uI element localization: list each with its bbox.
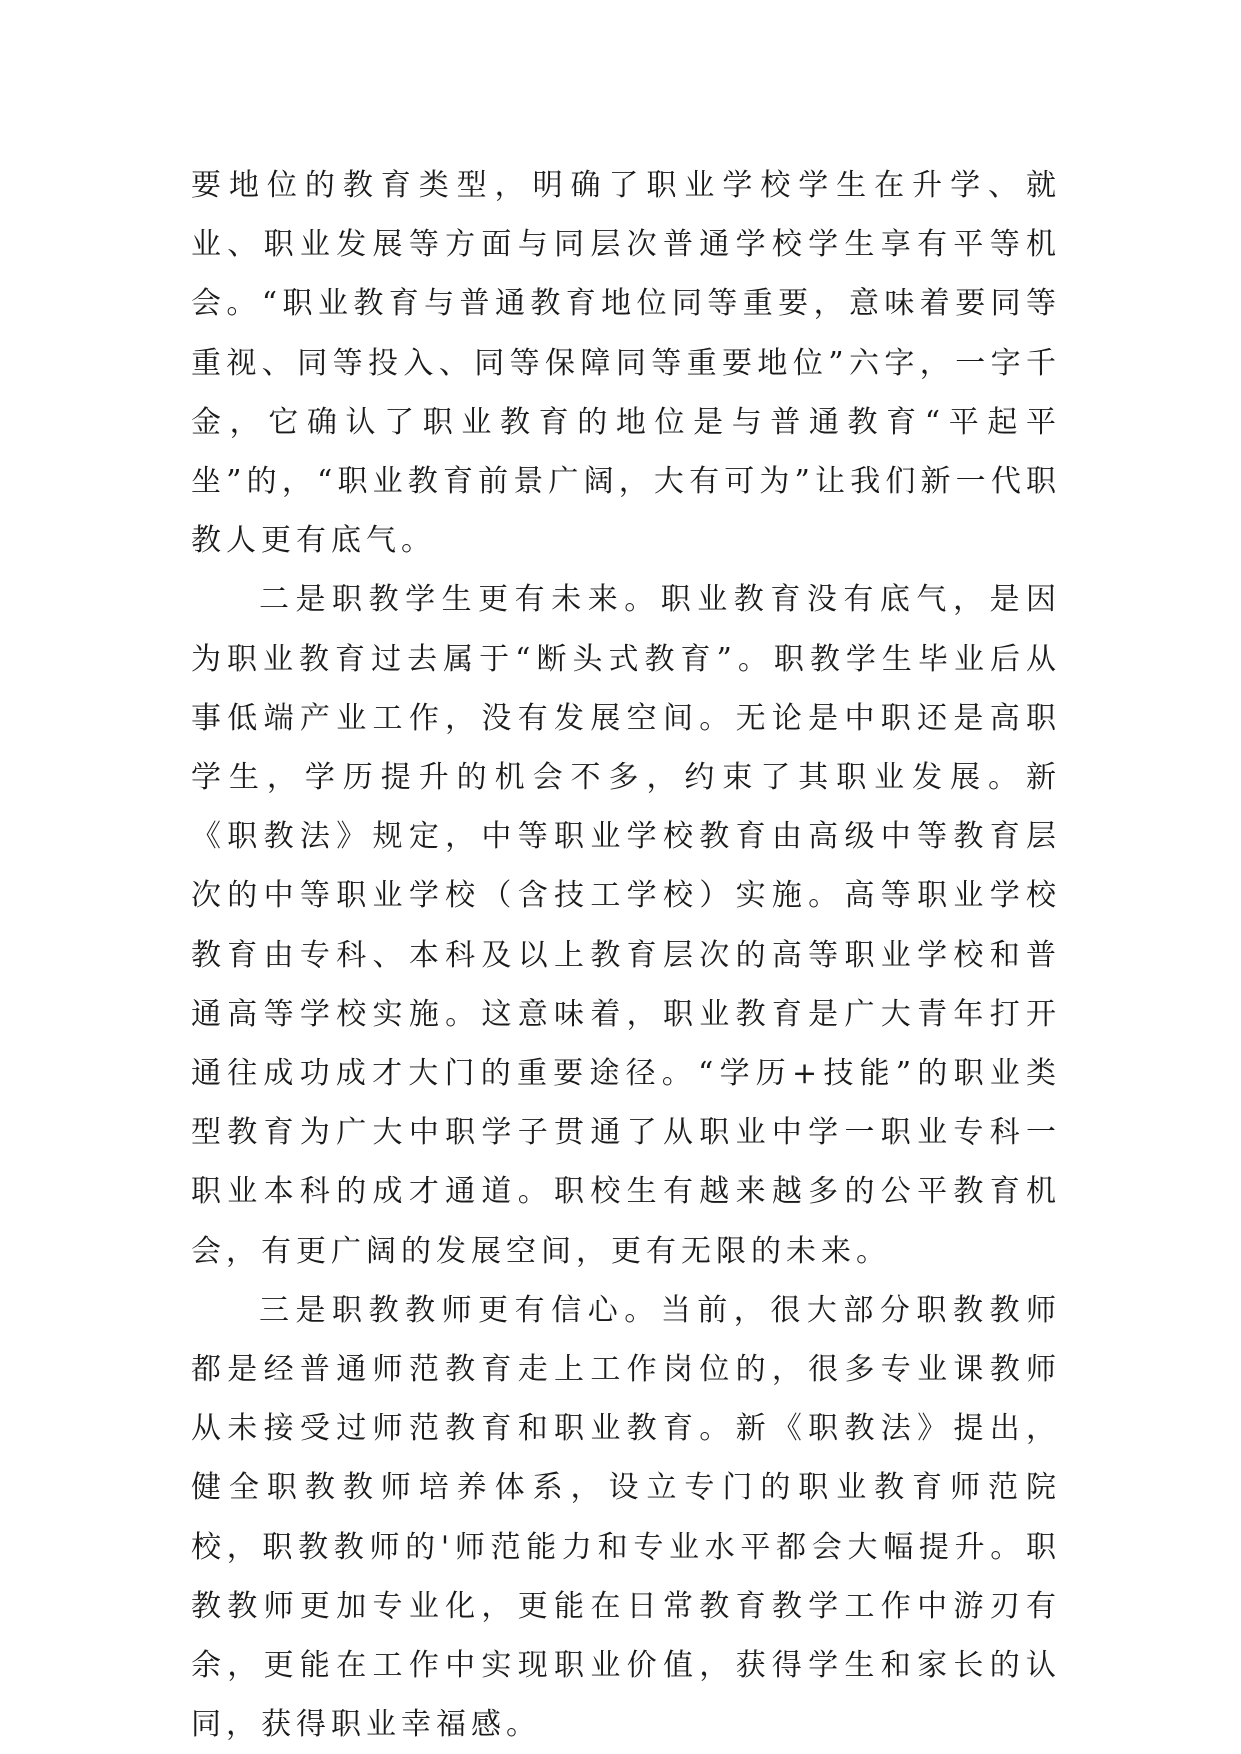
paragraph-students-future: 二是职教学生更有未来。职业教育没有底气，是因为职业教育过去属于“断头式教育”。职教学生毕业后从事低端产业工作，没有发展空间。无论是中职还是高职学生，学历提升的机会不多，约束了其职业发展。新《职教法》规定，中等职业学校教育由高级中等教育层次的中等职业学校（含技工学校）实施。高等职业学校教育由专科、本科及以上教育层次的高等职业学校和普通高等学校实施。这意味着，职业教育是广大青年打开通往成功成才大门的重要途径。“学历+技能”的职业类型教育为广大中职学子贯通了从职业中学一职业专科一职业本科的成才通道。职校生有越来越多的公平教育机会，有更广阔的发展空间，更有无限的未来。	[191, 582, 1061, 1269]
paragraph-continuation: 要地位的教育类型，明确了职业学校学生在升学、就业、职业发展等方面与同层次普通学校学生享有平等机会。“职业教育与普通教育地位同等重要，意味着要同等重视、同等投入、同等保障同等重要地位”六字，一字千金，它确认了职业教育的地位是与普通教育“平起平坐”的，“职业教育前景广阔，大有可为”让我们新一代职教人更有底气。	[191, 168, 1061, 559]
document-body	[191, 156, 1061, 1754]
paragraph-teachers-confidence: 三是职教教师更有信心。当前，很大部分职教教师都是经普通师范教育走上工作岗位的，很多专业课教师从未接受过师范教育和职业教育。新《职教法》提出，健全职教教师培养体系，设立专门的职业教育师范院校，职教教师的'师范能力和专业水平都会大幅提升。职教教师更加专业化，更能在日常教育教学工作中游刃有余，更能在工作中实现职业价值，获得学生和家长的认同，获得职业幸福感。	[191, 1292, 1061, 1743]
